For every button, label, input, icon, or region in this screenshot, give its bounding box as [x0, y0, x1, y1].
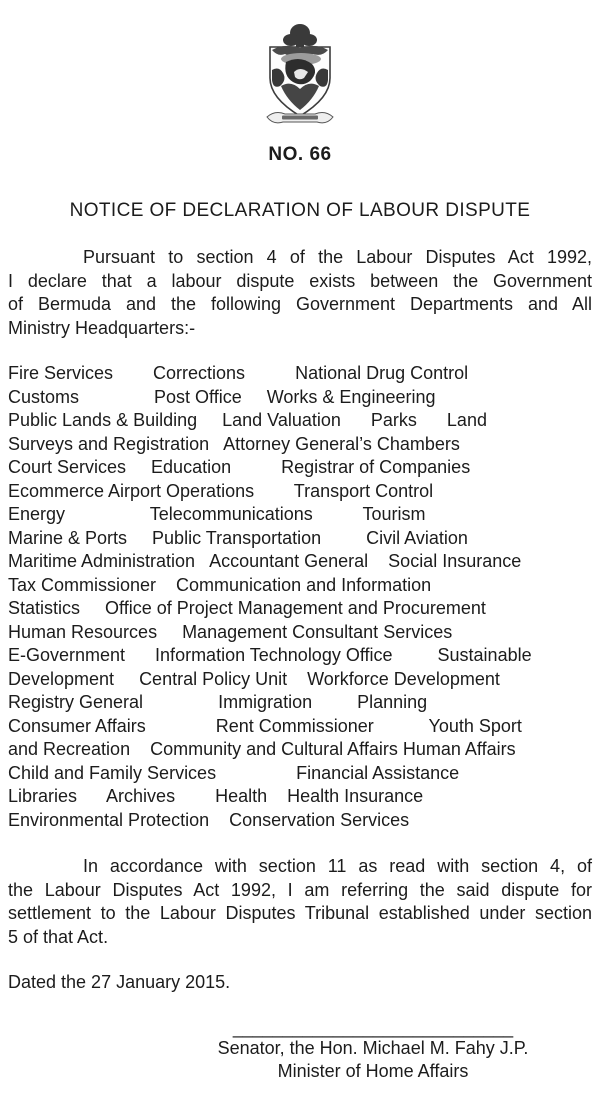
referral-line: 5 of that Act.	[8, 926, 109, 947]
dated-line: Dated the 27 January 2015.	[8, 972, 231, 992]
department-line: Human Resources Management Consultant Services	[8, 621, 453, 642]
department-line: Surveys and Registration Attorney General’s Chambers	[8, 433, 460, 454]
signature-block	[212, 1019, 534, 1083]
signatory-title: Minister of Home Affairs	[277, 1060, 469, 1081]
referral-line: In accordance with section 11 as read with section 4, of	[83, 856, 592, 876]
department-line: Consumer Affairs Rent Commissioner Youth Sport	[8, 715, 522, 736]
signature-rule: ____________________________	[232, 1017, 514, 1038]
signatory-name: Senator, the Hon. Michael M. Fahy J.P.	[217, 1037, 529, 1058]
department-line: and Recreation Community and Cultural Affairs Human Affairs	[8, 739, 516, 759]
department-line: Statistics Office of Project Management and Procurement	[8, 598, 486, 618]
department-line: Development Central Policy Unit Workforce Development	[8, 668, 500, 689]
intro-paragraph	[8, 246, 592, 340]
intro-line: I declare that a labour dispute exists between the Government	[8, 270, 592, 291]
bermuda-coat-of-arms-icon	[256, 20, 344, 130]
department-line: Customs Post Office Works & Engineering	[8, 386, 436, 407]
document-number: NO. 66	[268, 144, 332, 165]
department-line: Registry General Immigration Planning	[8, 692, 428, 712]
referral-line: the Labour Disputes Act 1992, I am referring the said dispute for	[8, 879, 592, 900]
department-line: Public Lands & Building Land Valuation Parks Land	[8, 410, 487, 430]
referral-line: settlement to the Labour Disputes Tribunal established under section	[8, 903, 592, 923]
department-line: Maritime Administration Accountant General Social Insurance	[8, 551, 522, 571]
department-line: Child and Family Services Financial Assistance	[8, 762, 460, 783]
intro-line: Pursuant to section 4 of the Labour Disputes Act 1992,	[83, 247, 592, 267]
department-line: Fire Services Corrections National Drug Control	[8, 363, 469, 383]
department-line: Environmental Protection Conservation Services	[8, 809, 410, 830]
department-line: Ecommerce Airport Operations Transport Control	[8, 480, 434, 501]
department-line: Libraries Archives Health Health Insurance	[8, 786, 424, 806]
referral-paragraph	[8, 855, 592, 949]
department-line: E-Government Information Technology Office Sustainable	[8, 645, 532, 665]
page-title: NOTICE OF DECLARATION OF LABOUR DISPUTE	[69, 200, 531, 221]
intro-line: of Bermuda and the following Government Departments and All	[8, 294, 592, 314]
department-line: Marine & Ports Public Transportation Civil Aviation	[8, 527, 468, 548]
department-line: Court Services Education Registrar of Companies	[8, 457, 471, 477]
department-line: Tax Commissioner Communication and Information	[8, 574, 432, 595]
department-line: Energy Telecommunications Tourism	[8, 504, 426, 524]
departments-list	[8, 362, 592, 832]
emblem-container	[8, 0, 592, 132]
intro-line: Ministry Headquarters:-	[8, 317, 196, 338]
